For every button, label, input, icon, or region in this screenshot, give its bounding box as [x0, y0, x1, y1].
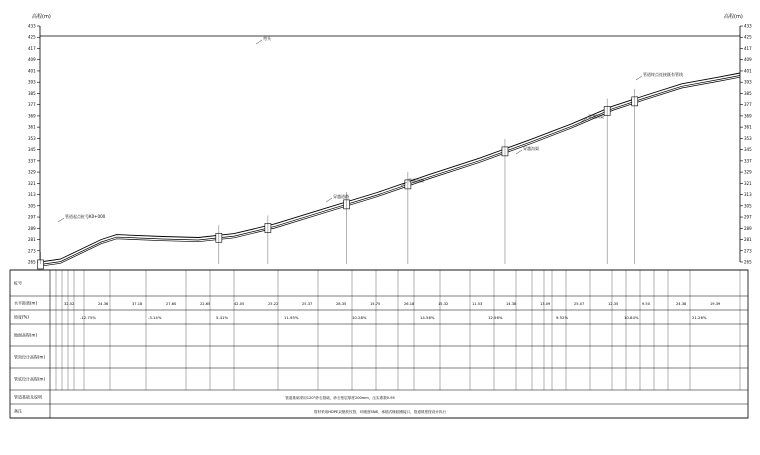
table-row-label: 坡度(%) [14, 314, 29, 320]
y-tick-label-left: 265 [28, 259, 36, 265]
annotation-text: 穿越沟渠 [408, 178, 424, 183]
annotation-text: 穿越沟渠 [588, 114, 604, 119]
distance-value: 11.53 [472, 302, 483, 306]
y-tick-label-left: 361 [28, 124, 36, 130]
table-row-label: 地面高程(m) [14, 332, 38, 338]
slope-value: 10.84% [624, 315, 639, 320]
y-tick-label-left: 385 [28, 90, 36, 96]
annotation-text: 管道终点连接既有管线 [643, 72, 683, 77]
annotation-leader [636, 76, 642, 80]
distance-value: 19.39 [710, 302, 721, 306]
slope-value: -3.14% [148, 315, 162, 320]
foundation-note: 管道基础采用120°砂石基础，砂石垫层厚度200mm，压实系数0.95 [285, 396, 395, 400]
annotation-leader [516, 150, 522, 154]
slope-value: 9.52% [556, 315, 569, 320]
y-tick-label-left: 369 [28, 113, 36, 119]
distance-value: 15.32 [438, 302, 449, 306]
y-tick-label-right: 369 [744, 113, 752, 119]
y-tick-label-left: 273 [28, 248, 36, 254]
y-tick-label-left: 313 [28, 192, 36, 198]
y-tick-label-left: 409 [28, 57, 36, 63]
y-tick-label-left: 321 [28, 180, 36, 186]
annotation-text: 穿越沟渠 [523, 146, 539, 151]
y-tick-label-right: 401 [744, 68, 752, 74]
y-tick-label-left: 305 [28, 203, 36, 209]
y-tick-label-right: 361 [744, 124, 752, 130]
distance-value: 25.22 [268, 302, 279, 306]
annotation-text: 弯头 [263, 36, 271, 41]
distance-value: 24.36 [98, 302, 109, 306]
distance-value: 22.65 [200, 302, 211, 306]
y-tick-label-left: 425 [28, 34, 36, 40]
y-tick-label-left: 281 [28, 237, 36, 243]
y-tick-label-left: 377 [28, 102, 36, 108]
y-tick-label-right: 305 [744, 203, 752, 209]
annotation-leader [326, 198, 332, 202]
y-tick-label-left: 433 [28, 23, 36, 29]
y-tick-label-left: 337 [28, 158, 36, 164]
y-tick-label-left: 329 [28, 169, 36, 175]
slope-value: 14.56% [420, 315, 435, 320]
y-tick-label-right: 417 [744, 45, 752, 51]
table-row-label: 管顶设计高程(m) [14, 354, 46, 360]
y-tick-label-left: 353 [28, 135, 36, 141]
distance-value: 13.09 [540, 302, 551, 306]
distance-value: 9.50 [642, 302, 651, 306]
slope-value: 5.41% [216, 315, 229, 320]
annotation-leader [256, 40, 262, 44]
table-row-label: 管底设计高程(m) [14, 376, 46, 382]
distance-value: 24.38 [676, 302, 687, 306]
table-row-label: 桩号 [14, 280, 22, 286]
y-tick-label-right: 313 [744, 192, 752, 198]
data-table [10, 270, 748, 418]
y-tick-label-right: 337 [744, 158, 752, 164]
y-tick-label-right: 433 [744, 23, 752, 29]
distance-value: 32.52 [64, 302, 75, 306]
slope-value: 12.56% [488, 315, 503, 320]
y-tick-label-right: 409 [744, 57, 752, 63]
annotation-text: 管道起点桩号K0+000 [65, 214, 106, 219]
table-row-label: 管道基础及说明 [14, 394, 42, 400]
y-tick-label-right: 393 [744, 79, 752, 85]
y-tick-label-left: 393 [28, 79, 36, 85]
slope-value: -12.75% [80, 315, 96, 320]
distance-value: 12.35 [608, 302, 619, 306]
distance-value: 15.75 [370, 302, 381, 306]
y-tick-label-right: 297 [744, 214, 752, 220]
slope-value: 21.26% [692, 315, 707, 320]
table-row-label: 备注 [14, 408, 22, 414]
y-tick-label-left: 289 [28, 225, 36, 231]
pipe-profile [38, 73, 740, 269]
table-row-label: 水平距离(m) [14, 300, 38, 306]
right-axis-unit: 高程(m) [724, 14, 743, 20]
y-tick-label-right: 265 [744, 259, 752, 265]
distance-value: 26.18 [404, 302, 415, 306]
annotation-leader [58, 218, 64, 222]
y-tick-label-right: 321 [744, 180, 752, 186]
y-tick-label-right: 377 [744, 102, 752, 108]
y-tick-label-right: 329 [744, 169, 752, 175]
y-tick-label-right: 345 [744, 147, 752, 153]
distance-value: 14.38 [506, 302, 517, 306]
distance-value: 28.35 [336, 302, 347, 306]
y-tick-label-left: 297 [28, 214, 36, 220]
y-tick-label-right: 385 [744, 90, 752, 96]
remark-note: 管材采用HDPE双壁波纹管，环刚度SN8，承插式橡胶圈接口，管道坡度按设计执行 [313, 410, 447, 414]
annotation-text: 穿越道路 [333, 194, 349, 199]
annotations [58, 35, 683, 222]
distance-value: 37.18 [132, 302, 143, 306]
distance-value: 27.60 [166, 302, 177, 306]
drawing-frame [40, 26, 740, 262]
left-axis-unit: 高程(m) [32, 14, 51, 20]
y-tick-label-right: 289 [744, 225, 752, 231]
distance-value: 25.37 [302, 302, 313, 306]
y-tick-label-right: 281 [744, 237, 752, 243]
y-tick-label-left: 417 [28, 45, 36, 51]
y-tick-label-right: 425 [744, 34, 752, 40]
slope-value: 11.95% [284, 315, 299, 320]
slope-value: 10.28% [352, 315, 367, 320]
y-tick-label-left: 345 [28, 147, 36, 153]
y-tick-label-right: 273 [744, 248, 752, 254]
y-tick-label-right: 353 [744, 135, 752, 141]
elevation-axis [28, 24, 752, 265]
y-tick-label-left: 401 [28, 68, 36, 74]
distance-value: 25.07 [574, 302, 585, 306]
distance-value: 42.05 [234, 302, 245, 306]
